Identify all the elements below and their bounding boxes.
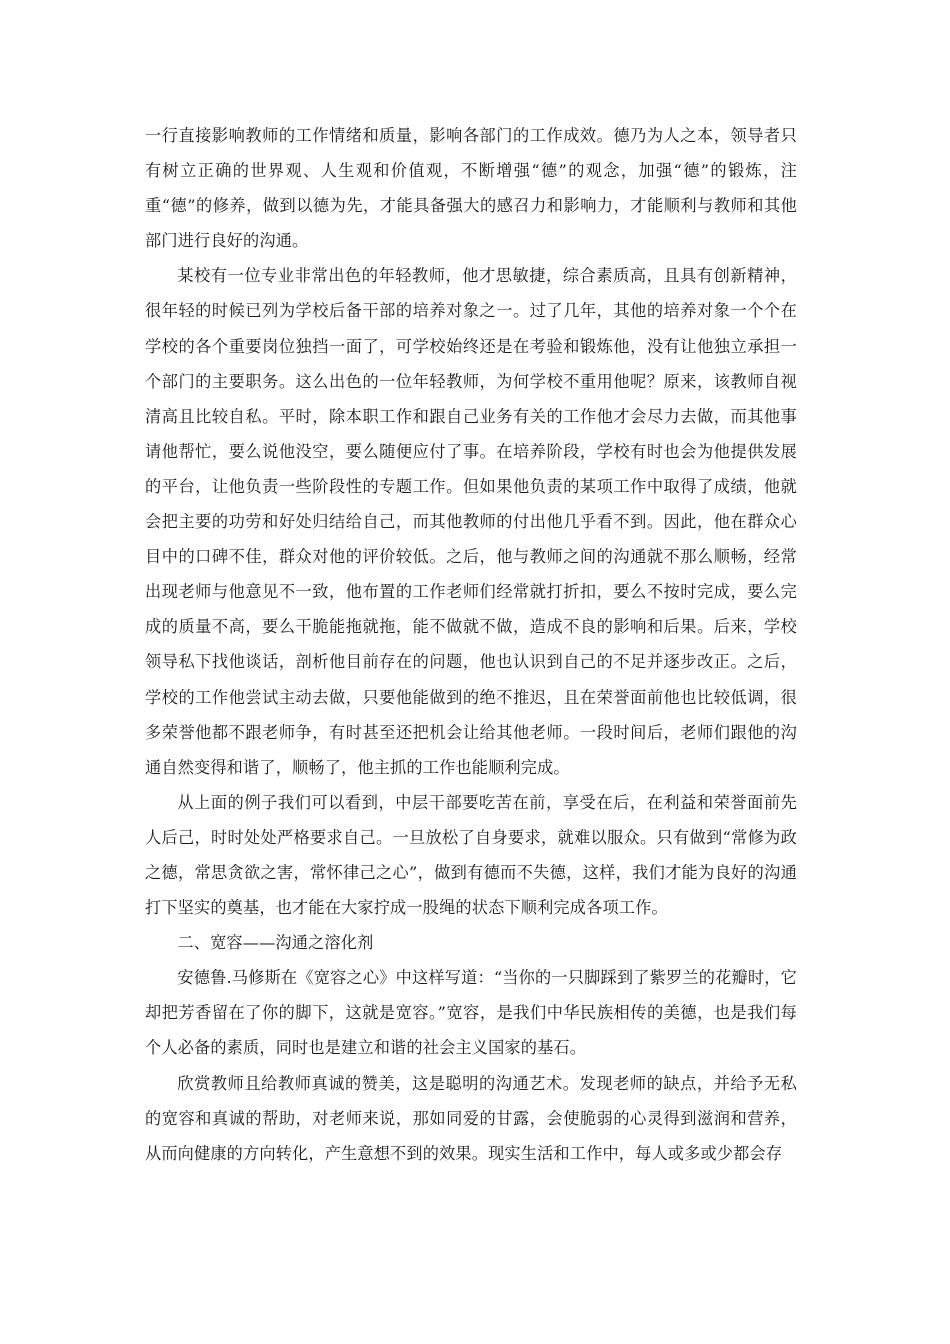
document-body	[145, 118, 797, 1171]
paragraph-tolerance-quote: 安德鲁.马修斯在《宽容之心》中这样写道：“当你的一只脚踩到了紫罗兰的花瓣时，它却把芳香留在了你的脚下，这就是宽容。”宽容，是我们中华民族相传的美德，也是我们每个人必备的素质，同时也是建立和谐的社会主义国家的基石。	[145, 968, 797, 1058]
paragraph-continuation: 一行直接影响教师的工作情绪和质量，影响各部门的工作成效。德乃为人之本，领导者只有树立正确的世界观、人生观和价值观，不断增强“德”的观念，加强“德”的锻炼，注重“德”的修养，做到以德为先，才能具备强大的感召力和影响力，才能顺利与教师和其他部门进行良好的沟通。	[145, 126, 797, 251]
paragraph-example-conclusion: 从上面的例子我们可以看到，中层干部要吃苦在前，享受在后，在利益和荣誉面前先人后己，时时处处严格要求自己。一旦放松了自身要求，就难以服众。只有做到“常修为政之德，常思贪欲之害，常怀律己之心”，做到有德而不失德，这样，我们才能为良好的沟通打下坚实的奠基，也才能在大家拧成一股绳的状态下顺利完成各项工作。	[145, 792, 797, 918]
paragraph-appreciate-teachers: 欣赏教师且给教师真诚的赞美，这是聪明的沟通艺术。发现老师的缺点，并给予无私的宽容和真诚的帮助，对老师来说，那如同爱的甘露，会使脆弱的心灵得到滋润和营养，从而向健康的方向转化，产生意想不到的效果。现实生活和工作中，每人或多或少都会存	[145, 1073, 797, 1163]
paragraph-example-young-teacher: 某校有一位专业非常出色的年轻教师，他才思敏捷，综合素质高，且具有创新精神，很年轻的时候已列为学校后备干部的培养对象之一。过了几年，其他的培养对象一个个在学校的各个重要岗位独挡一面了，可学校始终还是在考验和锻炼他，没有让他独立承担一个部门的主要职务。这么出色的一位年轻教师，为何学校不重用他呢？原来，该教师自视清高且比较自私。平时，除本职工作和跟自己业务有关的工作他才会尽力去做，而其他事请他帮忙，要么说他没空，要么随便应付了事。在培养阶段，学校有时也会为他提供发展的平台，让他负责一些阶段性的专题工作。但如果他负责的某项工作中取得了成绩，他就会把主要的功劳和好处归结给自己，而其他教师的付出他几乎看不到。因此，他在群众心目中的口碑不佳，群众对他的评价较低。之后，他与教师之间的沟通就不那么顺畅，经常出现老师与他意见不一致，他布置的工作老师们经常就打折扣，要么不按时完成，要么完成的质量不高，要么干脆能拖就拖，能不做就不做，造成不良的影响和后果。后来，学校领导私下找他谈话，剖析他目前存在的问题，他也认识到自己的不足并逐步改正。之后，学校的工作他尝试主动去做，只要他能做到的绝不推迟，且在荣誉面前他也比较低调，很多荣誉他都不跟老师争，有时甚至还把机会让给其他老师。一段时间后，老师们跟他的沟通自然变得和谐了，顺畅了，他主抓的工作也能顺利完成。	[145, 266, 797, 777]
section-heading-tolerance: 二、宽容——沟通之溶化剂	[177, 933, 374, 953]
